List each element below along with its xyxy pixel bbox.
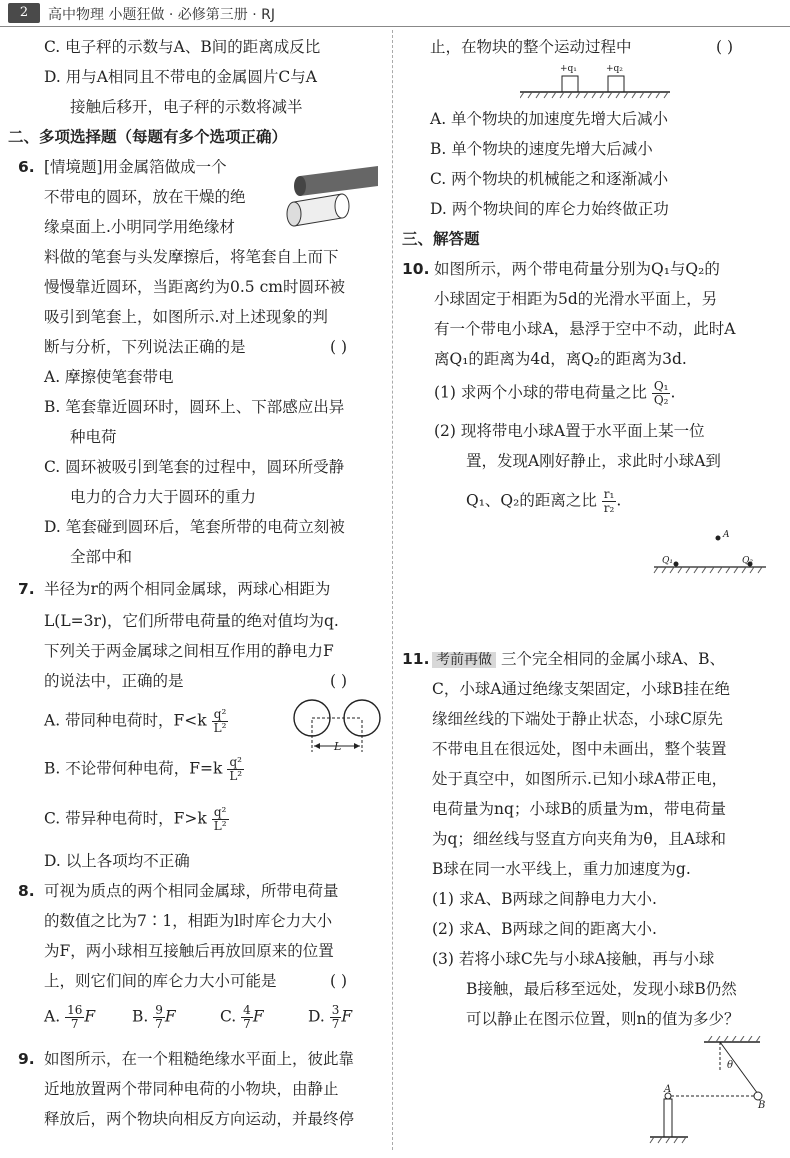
q8-d-fraction: [330, 1004, 342, 1031]
q6-line3: 缘桌面上.小明同学用绝缘材: [44, 218, 235, 236]
q5-option-c: C. 电子秤的示数与A、B间的距离成反比: [44, 38, 321, 56]
q10-part2-fraction: [602, 488, 617, 515]
q6-line5: 慢慢靠近圆环，当距离约为0.5 cm时圆环被: [44, 278, 345, 296]
q10-p2-den: r₂: [603, 501, 615, 516]
q8-answer-paren: ( ): [330, 972, 348, 990]
q11-part3-line1: (3) 若将小球C先与小球A接触，再与小球: [432, 950, 715, 968]
q9-line1: 如图所示，在一个粗糙绝缘水平面上，彼此靠: [44, 1050, 355, 1068]
q7-option-a-fraction: [212, 708, 229, 735]
q7-b-numerator: q²: [227, 756, 244, 770]
q6-line2: 不带电的圆环，放在干燥的绝: [44, 188, 246, 206]
q10-figure-label-q2: Q₂: [742, 556, 753, 566]
q8-b-var: F: [164, 1007, 176, 1026]
q11-part3-line3: 可以静止在图示位置，则n的值为多少？: [466, 1010, 740, 1028]
q7-c-denominator: L²: [213, 819, 227, 834]
q7-figure-label-l: L: [334, 740, 342, 753]
q10-part1-text: (1) 求两个小球的带电荷量之比: [434, 383, 647, 402]
q11-part3-line2: B接触，最后移至远处，发现小球B仍然: [466, 980, 737, 998]
q10-figure-label-q1: Q₁: [662, 556, 673, 566]
section-2-heading: 二、多项选择题（每题有多个选项正确）: [8, 128, 288, 146]
q9-option-c: C. 两个物块的机械能之和逐渐减小: [430, 170, 669, 188]
q6-option-c-line1: C. 圆环被吸引到笔套的过程中，圆环所受静: [44, 458, 345, 476]
q8-b-num: 9: [155, 1003, 163, 1017]
q8-a-fraction: [65, 1004, 84, 1031]
q7-option-a: [44, 708, 228, 735]
q7-option-a-text: A. 带同种电荷时，F<k: [44, 711, 207, 730]
q6-line6: 吸引到笔套上，如图所示.对上述现象的判: [44, 308, 328, 326]
q11-figure-label-b: B: [758, 1100, 766, 1111]
q8-d-num: 3: [331, 1003, 340, 1017]
q8-number: 8.: [18, 882, 35, 900]
q9-option-b: B. 单个物块的速度先增大后减小: [430, 140, 653, 158]
q6-number: 6.: [18, 158, 35, 176]
q6-option-b-line2: 种电荷: [70, 428, 117, 446]
q10-part2-line3: Q₁、Q₂的距离之比 $\frac{\text{r₁}}{\text{r₂}}$ .: [466, 487, 622, 516]
q10-part2-line1: (2) 现将带电小球A置于水平面上某一位: [434, 422, 705, 440]
q8-c-fraction: [241, 1004, 253, 1031]
q11-line4: 不带电且在很远处，图中未画出，整个装置: [432, 740, 727, 758]
q6-option-d-line2: 全部中和: [70, 548, 133, 566]
q11-line7: 为q；细丝线与竖直方向夹角为θ，且A球和: [432, 830, 726, 848]
q11-part2: (2) 求A、B两球之间的距离大小.: [432, 920, 657, 938]
q8-option-d: [308, 1004, 352, 1031]
q7-line4: 的说法中，正确的是: [44, 672, 184, 690]
q7-option-b-text: B. 不论带何种电荷，F=k: [44, 759, 223, 778]
q8-a-den: 7: [70, 1017, 79, 1032]
q7-line3: 下列关于两金属球之间相互作用的静电力F: [44, 642, 334, 660]
q8-c-var: F: [252, 1007, 264, 1026]
q8-d-label: D.: [308, 1007, 325, 1026]
q8-option-a: [44, 1004, 95, 1031]
q10-part2-line2: 置，发现A刚好静止，求此时小球A到: [466, 452, 721, 470]
q9-line4: 止，在物块的整个运动过程中: [430, 38, 632, 56]
q6-option-c-line2: 电力的合力大于圆环的重力: [70, 488, 257, 506]
q10-line4: 离Q₁的距离为4d，离Q₂的距离为3d.: [434, 350, 687, 368]
q10-line3: 有一个带电小球A，悬浮于空中不动，此时A: [434, 320, 736, 338]
q7-option-b-fraction: [227, 756, 244, 783]
q10-figure-charges: [650, 528, 770, 578]
q7-answer-paren: ( ): [330, 672, 348, 690]
q8-line3: 为F，两小球相互接触后再放回原来的位置: [44, 942, 334, 960]
q6-option-a: A. 摩擦使笔套带电: [44, 368, 174, 386]
q8-d-den: 7: [331, 1017, 340, 1032]
q9-line3: 释放后，两个物块向相反方向运动，并最终停: [44, 1110, 355, 1128]
q10-line2: 小球固定于相距为5d的光滑水平面上，另: [434, 290, 718, 308]
q7-option-c-text: C. 带异种电荷时，F>k: [44, 809, 207, 828]
q7-figure-two-spheres: [290, 696, 386, 766]
q7-b-denominator: L²: [229, 769, 243, 784]
q9-option-a: A. 单个物块的加速度先增大后减小: [430, 110, 669, 128]
q8-a-var: F: [84, 1007, 96, 1026]
q8-d-var: F: [341, 1007, 353, 1026]
q11-line3: 缘细丝线的下端处于静止状态，小球C原先: [432, 710, 723, 728]
q6-line1: [情境题]用金属箔做成一个: [44, 158, 227, 176]
q9-line2: 近地放置两个带同种电荷的小物块，由静止: [44, 1080, 339, 1098]
q11-figure-label-theta: θ: [727, 1060, 734, 1071]
q11-line8: B球在同一水平线上，重力加速度为g.: [432, 860, 691, 878]
q11-line1: [432, 650, 725, 669]
q8-b-den: 7: [155, 1017, 163, 1032]
q6-line4: 料做的笔套与头发摩擦后，将笔套自上而下: [44, 248, 339, 266]
q7-option-c: [44, 806, 229, 833]
q8-a-label: A.: [44, 1007, 61, 1026]
q6-option-d-line1: D. 笔套碰到圆环后，笔套所带的电荷立刻被: [44, 518, 345, 536]
q9-number: 9.: [18, 1050, 35, 1068]
q8-option-c: [220, 1004, 264, 1031]
q10-number: 10.: [402, 260, 430, 278]
q9-answer-paren: ( ): [716, 38, 734, 56]
q10-p1-den: Q₂: [653, 393, 669, 408]
q6-answer-paren: ( ): [330, 338, 348, 356]
q8-c-label: C.: [220, 1007, 237, 1026]
q11-figure-label-a: A: [664, 1084, 672, 1095]
q11-line1-text: 三个完全相同的金属小球A、B、: [500, 650, 726, 668]
q11-part1: (1) 求A、B两球之间静电力大小.: [432, 890, 657, 908]
column-divider: [392, 30, 393, 1150]
q7-line2: L(L=3r)，它们所带电荷量的绝对值均为q.: [44, 612, 339, 630]
q10-p1-num: Q₁: [653, 379, 669, 393]
q10-part1-fraction: [652, 380, 671, 407]
q7-number: 7.: [18, 580, 35, 598]
q11-tag-badge: 考前再做: [432, 652, 496, 668]
q8-b-fraction: [153, 1004, 165, 1031]
q9-figure-blocks-on-surface: [520, 64, 670, 104]
q7-option-b: [44, 756, 244, 783]
q6-option-b-line1: B. 笔套靠近圆环时，圆环上、下部感应出异: [44, 398, 345, 416]
q7-a-numerator: q²: [212, 708, 229, 722]
q6-figure-pen-cap-ring: [282, 160, 382, 230]
q10-line1: 如图所示，两个带电荷量分别为Q₁与Q₂的: [434, 260, 720, 278]
q11-line5: 处于真空中，如图所示.已知小球A带正电，: [432, 770, 728, 788]
q9-figure-q2-label: +q₂: [606, 64, 623, 74]
q11-number: 11.: [402, 650, 430, 668]
q9-figure-q1-label: +q₁: [560, 64, 577, 74]
q8-a-num: 16: [67, 1003, 83, 1017]
q7-option-c-fraction: [212, 806, 229, 833]
q7-c-numerator: q²: [212, 806, 229, 820]
q8-line1: 可视为质点的两个相同金属球，所带电荷量: [44, 882, 339, 900]
q7-line1: 半径为r的两个相同金属球，两球心相距为: [44, 580, 331, 598]
q7-a-denominator: L²: [213, 721, 227, 736]
page-number: 2: [8, 3, 40, 23]
header-rule: [0, 26, 790, 27]
q8-line2: 的数值之比为7∶1，相距为l时库仑力大小: [44, 912, 333, 930]
page-header-title: 高中物理 小题狂做 · 必修第三册 · RJ: [48, 7, 276, 23]
q6-line7: 断与分析，下列说法正确的是: [44, 338, 246, 356]
q10-part2-text: Q₁、Q₂的距离之比: [466, 491, 597, 510]
q10-part1: (1) 求两个小球的带电荷量之比 $\frac{\text{Q₁}}{\text{Q₂}}$ .: [434, 379, 676, 408]
q9-option-d: D. 两个物块间的库仑力始终做正功: [430, 200, 669, 218]
section-3-heading: 三、解答题: [402, 230, 480, 248]
q10-figure-label-a: A: [723, 530, 730, 540]
q8-c-den: 7: [243, 1017, 251, 1032]
q7-option-d: D. 以上各项均不正确: [44, 852, 190, 870]
q11-line2: C，小球A通过绝缘支架固定，小球B挂在绝: [432, 680, 730, 698]
q5-option-d-line2: 接触后移开，电子秤的示数将减半: [70, 98, 303, 116]
q5-option-d-line1: D. 用与A相同且不带电的金属圆片C与A: [44, 68, 317, 86]
q8-b-label: B.: [132, 1007, 149, 1026]
q11-line6: 电荷量为nq；小球B的质量为m，带电荷量: [432, 800, 726, 818]
q11-figure-hanging-sphere: [640, 1036, 770, 1148]
q8-option-b: [132, 1004, 176, 1031]
q8-line4: 上，则它们间的库仑力大小可能是: [44, 972, 277, 990]
q8-c-num: 4: [243, 1003, 251, 1017]
q10-p2-num: r₁: [603, 487, 615, 501]
